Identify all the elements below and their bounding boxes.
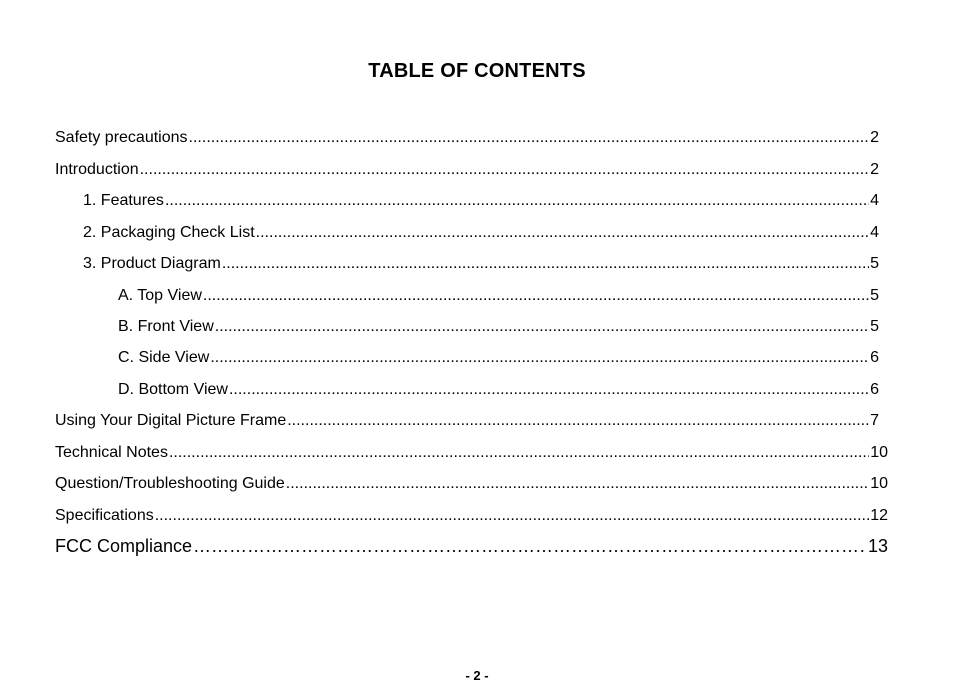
toc-entry-label: Introduction (55, 161, 139, 178)
toc-entry-page-number: 7 (870, 412, 879, 429)
toc-dot-leader (193, 536, 867, 556)
toc-dot-leader (229, 380, 869, 400)
toc-entry-label: Technical Notes (55, 444, 168, 461)
toc-entry-page-number: 13 (867, 536, 888, 556)
toc-entry-label: Specifications (55, 507, 154, 524)
toc-entry-label: C. Side View (118, 349, 210, 366)
toc-entry-side-view[interactable] (118, 346, 879, 368)
toc-entry-page-number: 10 (870, 444, 888, 461)
toc-entry-label: FCC Compliance (55, 536, 193, 556)
toc-entry-technical-notes[interactable] (55, 441, 888, 463)
toc-entry-page-number: 6 (870, 349, 879, 366)
toc-dot-leader (165, 191, 869, 211)
toc-entry-label: Safety precautions (55, 129, 188, 146)
toc-entry-product-diagram[interactable] (83, 252, 879, 274)
toc-entry-front-view[interactable] (118, 315, 879, 337)
toc-entry-page-number: 5 (870, 287, 879, 304)
toc-dot-leader (169, 443, 869, 463)
toc-entry-label: B. Front View (118, 318, 214, 335)
toc-dot-leader (287, 411, 869, 431)
toc-entry-page-number: 5 (870, 318, 879, 335)
toc-dot-leader (140, 160, 869, 180)
toc-dot-leader (215, 317, 869, 337)
toc-entry-specifications[interactable] (55, 504, 888, 526)
toc-entry-page-number: 4 (870, 192, 879, 209)
toc-entry-page-number: 12 (870, 507, 888, 524)
toc-entry-page-number: 6 (870, 381, 879, 398)
toc-dot-leader (222, 254, 869, 274)
toc-entry-question-troubleshooting-guide[interactable] (55, 472, 888, 494)
toc-dot-leader (286, 474, 869, 494)
toc-entry-features[interactable] (83, 189, 879, 211)
page-number-footer: - 2 - (465, 668, 489, 683)
page-title: TABLE OF CONTENTS (368, 60, 586, 82)
toc-entry-top-view[interactable] (118, 284, 879, 306)
toc-entry-page-number: 4 (870, 224, 879, 241)
toc-entry-introduction[interactable] (55, 158, 879, 180)
toc-entry-using-your-digital-picture-frame[interactable] (55, 409, 879, 431)
toc-entry-page-number: 10 (870, 475, 888, 492)
toc-dot-leader (189, 128, 870, 148)
toc-entry-label: Using Your Digital Picture Frame (55, 412, 287, 429)
toc-entry-label: 3. Product Diagram (83, 255, 221, 272)
toc-entry-bottom-view[interactable] (118, 378, 879, 400)
toc-entry-fcc-compliance[interactable] (55, 534, 888, 556)
toc-dot-leader (203, 286, 869, 306)
toc-entry-page-number: 2 (870, 129, 879, 146)
toc-entry-label: 2. Packaging Check List (83, 224, 255, 241)
toc-entry-label: A. Top View (118, 287, 202, 304)
toc-entry-label: D. Bottom View (118, 381, 228, 398)
toc-entry-safety-precautions[interactable] (55, 126, 879, 148)
toc-dot-leader (155, 506, 869, 526)
toc-entry-label: Question/Troubleshooting Guide (55, 475, 285, 492)
toc-entry-page-number: 5 (870, 255, 879, 272)
toc-entry-label: 1. Features (83, 192, 164, 209)
toc-entry-packaging-check-list[interactable] (83, 221, 879, 243)
toc-dot-leader (210, 348, 869, 368)
toc-entry-page-number: 2 (870, 161, 879, 178)
toc-dot-leader (256, 223, 869, 243)
